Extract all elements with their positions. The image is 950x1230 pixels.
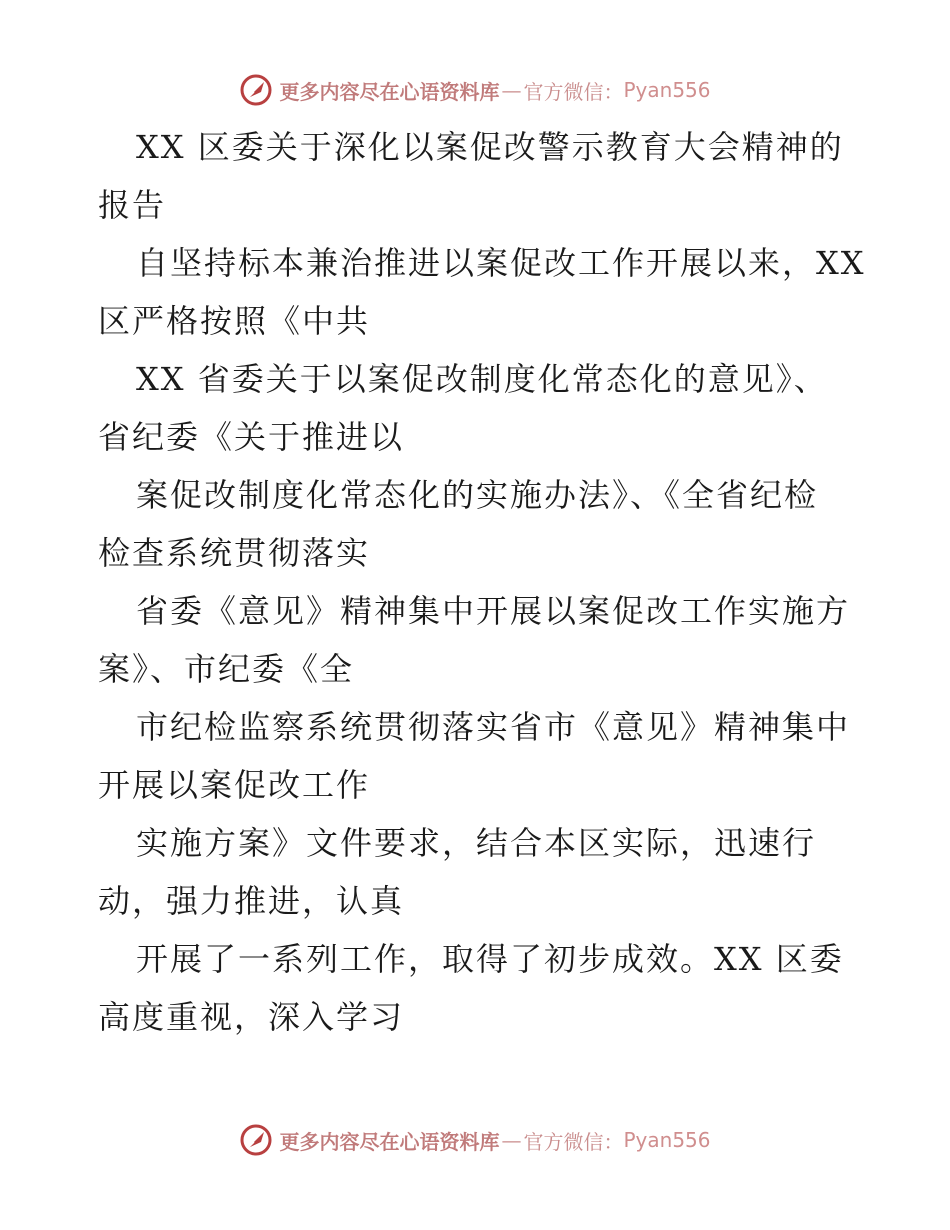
header-watermark <box>0 70 950 110</box>
watermark-site: 更多内容尽在心语资料库 <box>279 79 500 104</box>
watermark-dash: — <box>501 1128 522 1152</box>
watermark-site: 更多内容尽在心语资料库 <box>279 1129 500 1154</box>
quill-logo-icon <box>239 1123 273 1157</box>
paragraph-title <box>98 118 858 234</box>
paragraph <box>98 930 858 1046</box>
paragraph-line: 案》、市纪委《全 <box>98 650 355 688</box>
watermark-label: 官方微信： <box>523 79 624 104</box>
paragraph-line: 省委《意见》精神集中开展以案促改工作实施方 <box>136 592 851 630</box>
paragraph-line: 省纪委《关于推进以 <box>98 418 405 456</box>
paragraph-line: 高度重视，深入学习 <box>98 998 405 1036</box>
paragraph-line: 自坚持标本兼治推进以案促改工作开展以来，XX <box>136 244 866 282</box>
paragraph-line: 动，强力推进，认真 <box>98 882 405 920</box>
paragraph <box>98 698 858 814</box>
watermark-wechat-id: Pyan556 <box>623 78 711 102</box>
paragraph <box>98 466 858 582</box>
paragraph-line: 实施方案》文件要求，结合本区实际，迅速行 <box>136 824 817 862</box>
paragraph-line: 开展以案促改工作 <box>98 766 371 804</box>
paragraph-line: XX 省委关于以案促改制度化常态化的意见》、 <box>136 360 828 398</box>
paragraph-line: 区严格按照《中共 <box>98 302 371 340</box>
paragraph-line: 案促改制度化常态化的实施办法》、《全省纪检 <box>136 476 819 514</box>
paragraph <box>98 350 858 466</box>
paragraph-line: 市纪检监察系统贯彻落实省市《意见》精神集中 <box>136 708 851 746</box>
paragraph-line: XX 区委关于深化以案促改警示教育大会精神的 <box>136 128 844 166</box>
paragraph-line: 检查系统贯彻落实 <box>98 534 371 572</box>
quill-logo-icon <box>239 73 273 107</box>
paragraph <box>98 582 858 698</box>
paragraph <box>98 234 866 350</box>
footer-watermark <box>0 1120 950 1160</box>
watermark-dash: — <box>501 78 522 102</box>
document-body <box>98 118 866 1046</box>
watermark-wechat-id: Pyan556 <box>623 1128 711 1152</box>
paragraph-line: 报告 <box>98 186 167 224</box>
watermark-label: 官方微信： <box>523 1129 624 1154</box>
paragraph-line: 开展了一系列工作，取得了初步成效。XX 区委 <box>136 940 844 978</box>
paragraph <box>98 814 858 930</box>
